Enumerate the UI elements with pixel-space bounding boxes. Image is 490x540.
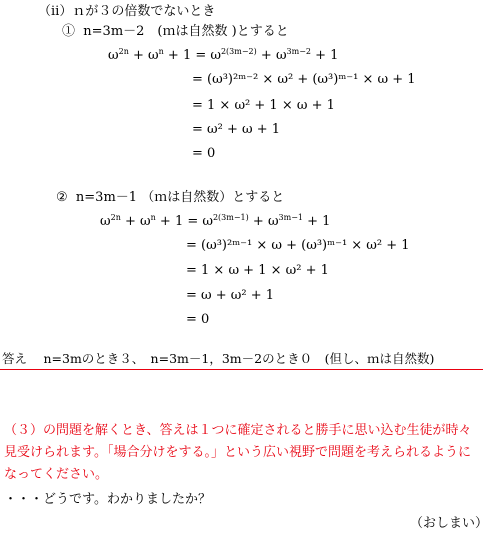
case2-setup xyxy=(56,190,284,206)
omega-symbol: ω xyxy=(108,48,119,63)
eq-part: + 1 xyxy=(311,48,339,63)
sign-off: （おしまい） xyxy=(410,516,489,531)
exp: 3m−2 xyxy=(286,47,312,56)
case1-step5: = 0 xyxy=(192,146,216,161)
case1-step2: = (ω³)²ᵐ⁻² × ω² + (ω³)ᵐ⁻¹ × ω + 1 xyxy=(192,72,416,87)
answer-line: 答え n=3mのとき３、 n=3m－1，3m－2のとき０ (但し、ｍは自然数) xyxy=(2,351,435,366)
omega-symbol: ω xyxy=(100,214,111,229)
exp: n xyxy=(158,47,164,56)
case2-step5: = 0 xyxy=(186,312,210,327)
eq-part: + 1 xyxy=(303,214,331,229)
exp: 2n xyxy=(110,213,121,222)
eq-part: + ω xyxy=(256,48,287,63)
note-paragraph: （３）の問題を解くとき、答えは１つに確定されると勝手に思い込む生徒が時々見受けられます。「場合分けをする。」という広い視野で問題を考えられるようになってください。 xyxy=(4,423,472,482)
case-heading: （ⅱ）ｎが３の倍数でないとき xyxy=(38,4,216,19)
case2-equation xyxy=(100,214,330,230)
exp: 3m−1 xyxy=(278,213,304,222)
exp: 2(3m−1) xyxy=(212,213,249,222)
eq-part: + ω xyxy=(128,48,159,63)
eq-part: + 1 = ω xyxy=(155,214,213,229)
case2-step2: = (ω³)²ᵐ⁻¹ × ω + (ω³)ᵐ⁻¹ × ω² + 1 xyxy=(186,238,410,253)
exp: 2(3m−2) xyxy=(220,47,257,56)
case2-setup-text: n=3m－1 （ｍは自然数）とすると xyxy=(75,190,285,205)
exp: 2n xyxy=(118,47,129,56)
eq-part: + ω xyxy=(248,214,279,229)
case1-step4: = ω² + ω + 1 xyxy=(192,122,281,137)
case1-setup xyxy=(62,24,289,40)
answer-underline xyxy=(0,369,483,370)
closing-question: ・・・どうです。わかりましたか？ xyxy=(4,492,211,507)
exp: n xyxy=(150,213,156,222)
case2-step3: = 1 × ω + 1 × ω² + 1 xyxy=(186,263,329,278)
case1-equation xyxy=(108,48,338,64)
case1-setup-text: n=3m－2 (ｍは自然数 )とすると xyxy=(83,24,289,39)
case1-label: ① xyxy=(62,24,76,39)
case2-step4: = ω + ω² + 1 xyxy=(186,288,275,303)
case1-step3: = 1 × ω² + 1 × ω + 1 xyxy=(192,98,335,113)
eq-part: + ω xyxy=(120,214,151,229)
case2-label: ② xyxy=(56,190,68,205)
eq-part: + 1 = ω xyxy=(163,48,221,63)
